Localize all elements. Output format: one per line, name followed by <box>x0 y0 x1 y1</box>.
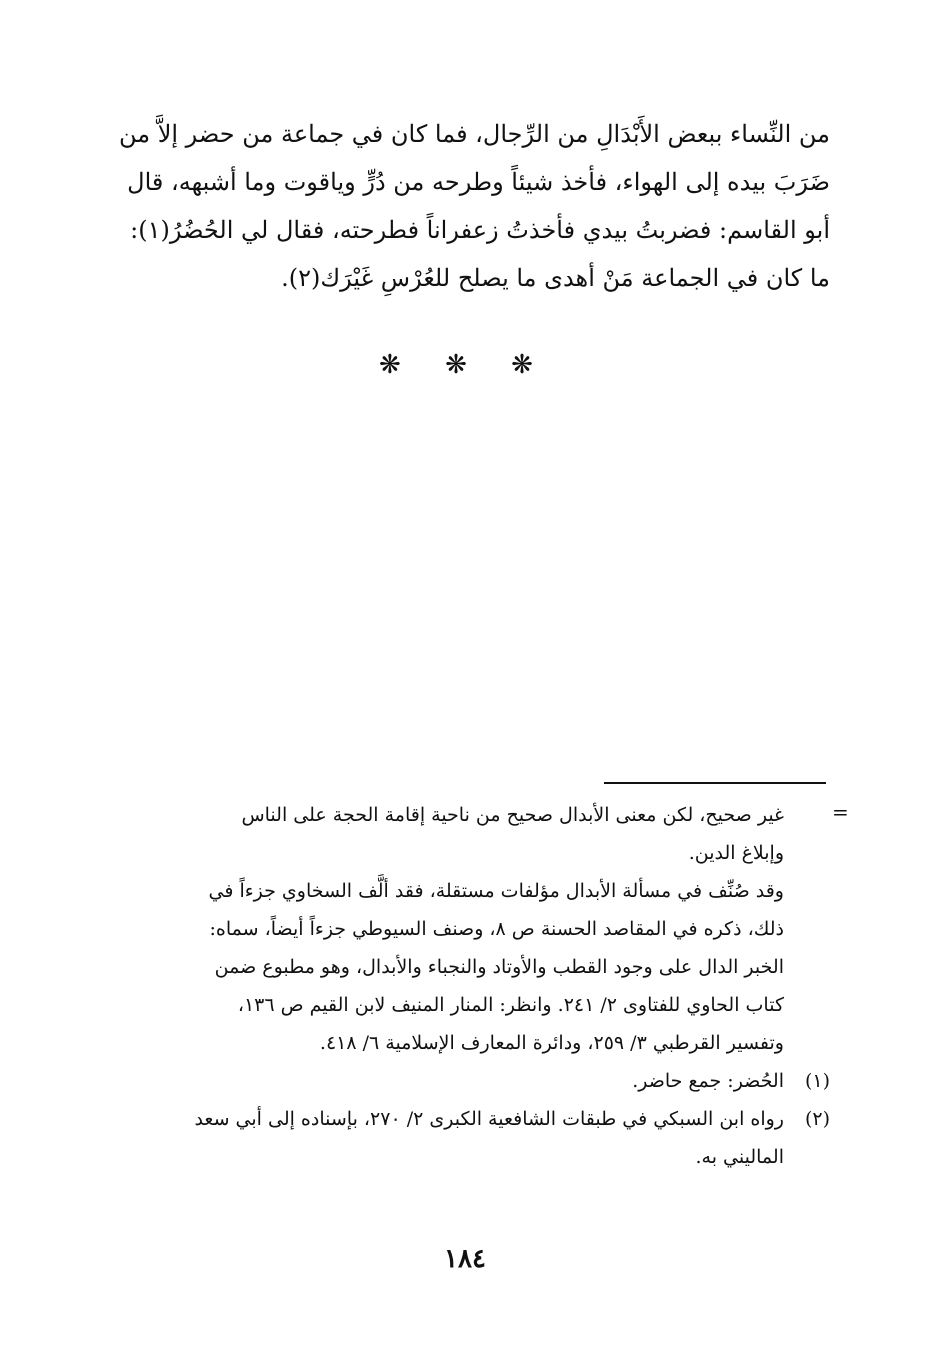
footnote-line: ذلك، ذكره في المقاصد الحسنة ص ٨، وصنف السيوطي جزءاً أيضاً، سماه: <box>209 918 784 940</box>
main-text-line: أبو القاسم: فضربتُ بيدي فأخذتُ زعفراناً فطرحته، فقال لي الحُضُرُ(١): <box>130 216 830 244</box>
footnote-body <box>100 872 784 1062</box>
main-text-line: ما كان في الجماعة مَنْ أهدى ما يصلح للعُرْسِ غَيْرَك(٢). <box>281 264 830 292</box>
footnote-line: وتفسير القرطبي ٣/ ٢٥٩، ودائرة المعارف الإسلامية ٦/ ٤١٨. <box>319 1032 784 1054</box>
section-separator: ❋ ❋ ❋ <box>379 350 551 380</box>
footnote-paragraph <box>100 872 830 1062</box>
footnote-continued <box>100 796 830 872</box>
main-text <box>100 110 830 302</box>
footnote-marker: (١) <box>804 1070 830 1092</box>
footnote-line: الحُضر: جمع حاضر. <box>632 1070 784 1092</box>
footnote-2 <box>100 1100 830 1176</box>
footnote-line: وقد صُنِّف في مسألة الأبدال مؤلفات مستقلة، فقد ألَّف السخاوي جزءاً في <box>208 880 784 902</box>
footnote-divider <box>604 782 826 784</box>
footnote-continuation-mark: = <box>832 800 849 824</box>
footnote-line: رواه ابن السبكي في طبقات الشافعية الكبرى ٢/ ٢٧٠، بإسناده إلى أبي سعد <box>194 1108 784 1130</box>
footnote-1 <box>100 1062 830 1100</box>
footnote-body <box>100 1062 784 1100</box>
page-number: ١٨٤ <box>444 1244 486 1274</box>
footnote-line: غير صحيح، لكن معنى الأبدال صحيح من ناحية إقامة الحجة على الناس <box>241 804 784 826</box>
footnote-line: الماليني به. <box>695 1146 784 1168</box>
main-text-line: ضَرَبَ بيده إلى الهواء، فأخذ شيئاً وطرحه من دُرٍّ وياقوت وما أشبهه، قال <box>127 168 830 196</box>
main-text-line: من النِّساء ببعض الأَبْدَالِ من الرِّجال، فما كان في جماعة من حضر إلاَّ من <box>118 120 830 148</box>
footnote-body <box>100 796 784 872</box>
footnotes <box>100 796 830 1176</box>
footnote-line: وإبلاغ الدين. <box>688 842 784 864</box>
footnote-line: الخبر الدال على وجود القطب والأوتاد والنجباء والأبدال، وهو مطبوع ضمن <box>214 956 784 978</box>
footnote-marker: (٢) <box>804 1108 830 1130</box>
footnote-body <box>100 1100 784 1176</box>
footnote-line: كتاب الحاوي للفتاوى ٢/ ٢٤١. وانظر: المنار المنيف لابن القيم ص ١٣٦، <box>237 994 784 1016</box>
